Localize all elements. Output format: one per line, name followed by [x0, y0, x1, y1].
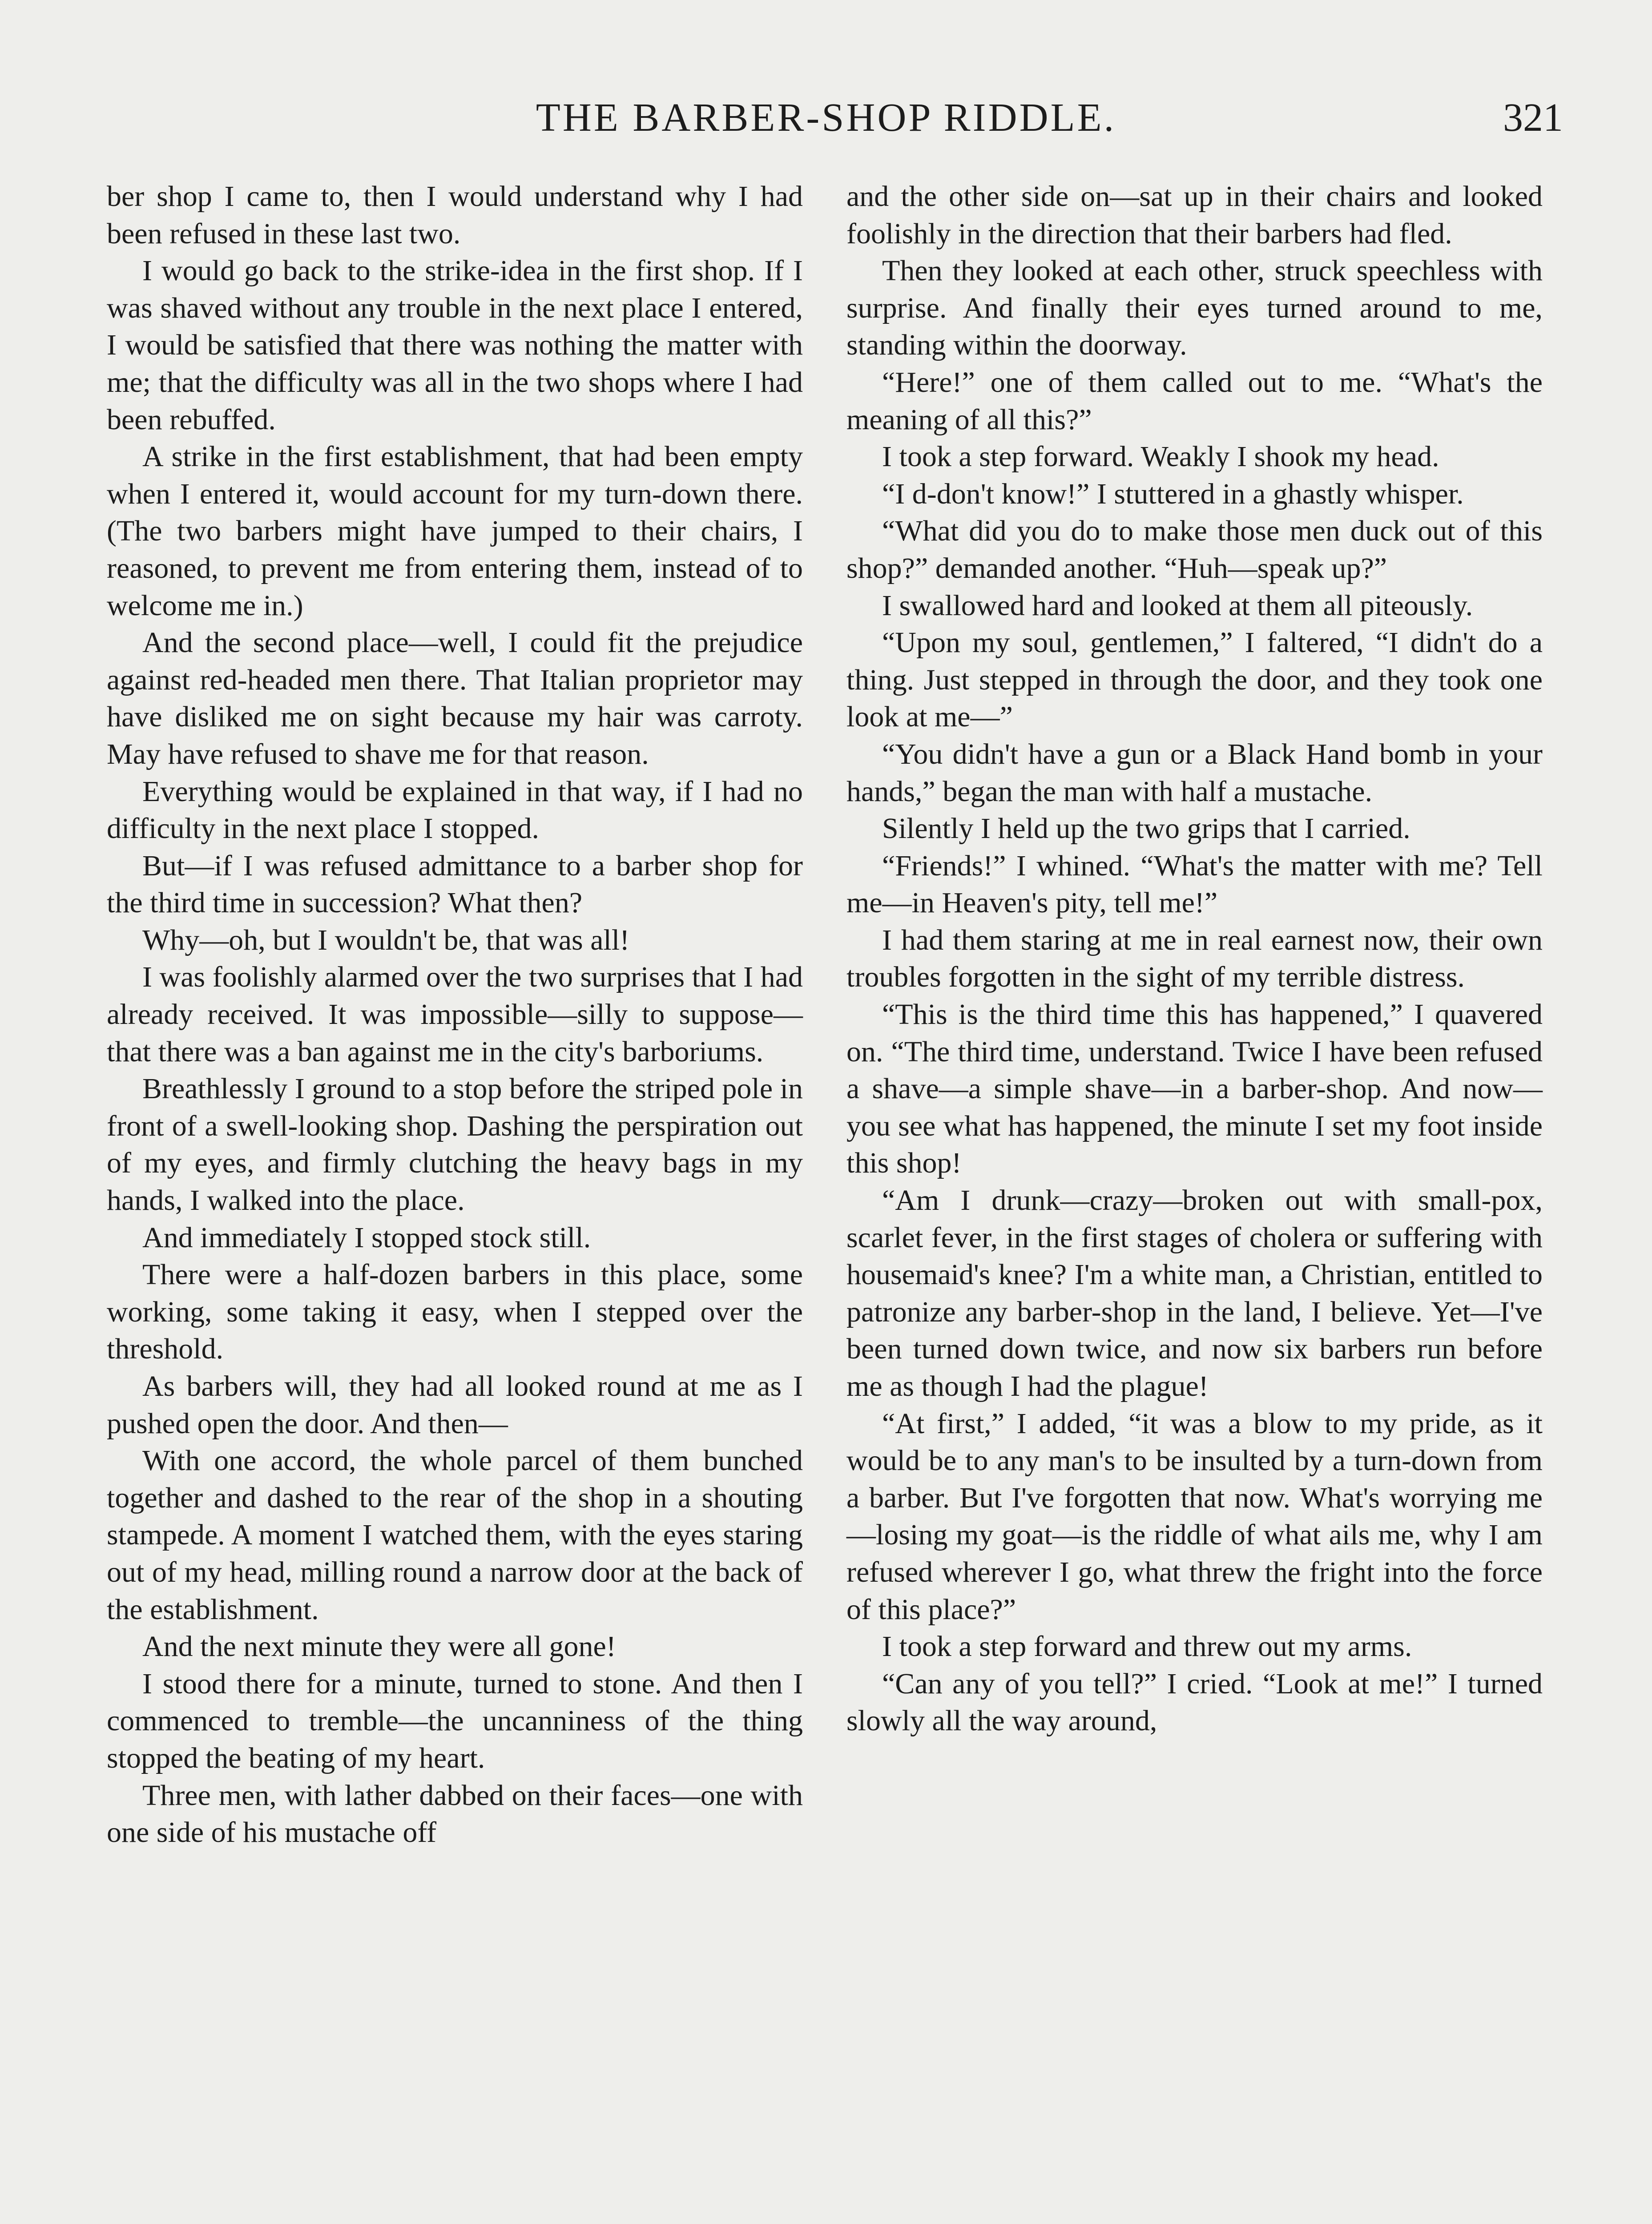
paragraph: “Can any of you tell?” I cried. “Look at me!” I turned slowly all the way around,	[846, 1667, 1543, 1737]
paragraph: Then they looked at each other, struck speechless with surprise. And finally their eyes turned around to me, standing within the doorway.	[846, 254, 1543, 362]
paragraph: I would go back to the strike-idea in the first shop. If I was shaved without any trouble in the next place I entered, I would be satisfied that there was nothing the matter with me; that the difficulty was all in the two shops where I had been rebuffed.	[107, 254, 803, 436]
paragraph: With one accord, the whole parcel of them bunched together and dashed to the rear of the shop in a shouting stampede. A moment I watched them, with the eyes staring out of my head, milling round a narrow door at the back of the establishment.	[107, 1444, 803, 1626]
paragraph: Breathlessly I ground to a stop before the striped pole in front of a swell-looking shop. Dashing the perspiration out of my eyes, and firmly clutching the heavy bags in my hands, I walked into the place.	[107, 1072, 803, 1217]
paragraph: I was foolishly alarmed over the two surprises that I had already received. It was impossible—silly to suppose—that there was a ban against me in the city's barboriums.	[107, 961, 803, 1068]
paragraph: “This is the third time this has happened,” I quavered on. “The third time, understand. Twice I have been refused a shave—a simple shave—in a barber-shop. And now—you see what has happened, the minute I set my foot inside this shop!	[846, 998, 1543, 1180]
paragraph: Silently I held up the two grips that I carried.	[882, 812, 1410, 845]
paragraph: There were a half-dozen barbers in this place, some working, some taking it easy, when I stepped over the threshold.	[107, 1258, 803, 1366]
paragraph: Everything would be explained in that way, if I had no difficulty in the next place I stopped.	[107, 775, 803, 845]
paragraph: And the next minute they were all gone!	[142, 1630, 616, 1663]
paragraph: “Friends!” I whined. “What's the matter with me? Tell me—in Heaven's pity, tell me!”	[846, 849, 1543, 919]
paragraph: “What did you do to make those men duck out of this shop?” demanded another. “Huh—speak up?”	[846, 515, 1543, 584]
paragraph: I took a step forward. Weakly I shook my head.	[882, 440, 1439, 473]
paragraph: Three men, with lather dabbed on their faces—one with one side of his mustache off	[107, 1779, 803, 1849]
paragraph: A strike in the first establishment, that had been empty when I entered it, would account for my turn-down there. (The two barbers might have jumped to their chairs, I reasoned, to prevent me from entering them, instead of to welcome me in.)	[107, 440, 803, 622]
paragraph: “At first,” I added, “it was a blow to my pride, as it would be to any man's to be insulted by a turn-down from a barber. But I've forgotten that now. What's worrying me—losing my goat—is the riddle of what ails me, why I am refused wherever I go, what threw the fright into the force of this place?”	[846, 1407, 1543, 1626]
paragraph: “Upon my soul, gentlemen,” I faltered, “I didn't do a thing. Just stepped in through the door, and they took one look at me—”	[846, 626, 1543, 733]
paragraph: And the second place—well, I could fit the prejudice against red-headed men there. That Italian proprietor may have disliked me on sight because my hair was carroty. May have refused to shave me for that reason.	[107, 626, 803, 770]
paragraph: “Here!” one of them called out to me. “What's the meaning of all this?”	[846, 366, 1543, 436]
paragraph: I swallowed hard and looked at them all piteously.	[882, 589, 1473, 622]
paragraph: As barbers will, they had all looked round at me as I pushed open the door. And then—	[107, 1370, 803, 1440]
paragraph: But—if I was refused admittance to a barber shop for the third time in succession? What then?	[107, 849, 803, 919]
paragraph: I had them staring at me in real earnest now, their own troubles forgotten in the sight of my terrible distress.	[846, 923, 1543, 994]
page-header	[89, 89, 1563, 156]
paragraph: “I d-don't know!” I stuttered in a ghastly whisper.	[882, 477, 1464, 510]
paragraph: “You didn't have a gun or a Black Hand bomb in your hands,” began the man with half a mustache.	[846, 737, 1543, 808]
paragraph: and the other side on—sat up in their chairs and looked foolishly in the direction that their barbers had fled.	[846, 180, 1543, 250]
left-column	[107, 178, 803, 1851]
running-title: THE BARBER-SHOP RIDDLE.	[536, 96, 1116, 140]
paragraph: Why—oh, but I wouldn't be, that was all!	[142, 923, 630, 956]
paragraph: I took a step forward and threw out my arms.	[882, 1630, 1412, 1663]
right-column	[846, 178, 1543, 1740]
page-number: 321	[1503, 96, 1563, 140]
paragraph: And immediately I stopped stock still.	[142, 1221, 591, 1254]
paragraph: “Am I drunk—crazy—broken out with small-pox, scarlet fever, in the first stages of cholera or suffering with housemaid's knee? I'm a white man, a Christian, entitled to patronize any barber-shop in the land, I believe. Yet—I've been turned down twice, and now six barbers run before me as though I had the plague!	[846, 1184, 1543, 1402]
paragraph: ber shop I came to, then I would understand why I had been refused in these last two.	[107, 180, 803, 250]
paragraph: I stood there for a minute, turned to stone. And then I commenced to tremble—the uncanniness of the thing stopped the beating of my heart.	[107, 1667, 803, 1774]
